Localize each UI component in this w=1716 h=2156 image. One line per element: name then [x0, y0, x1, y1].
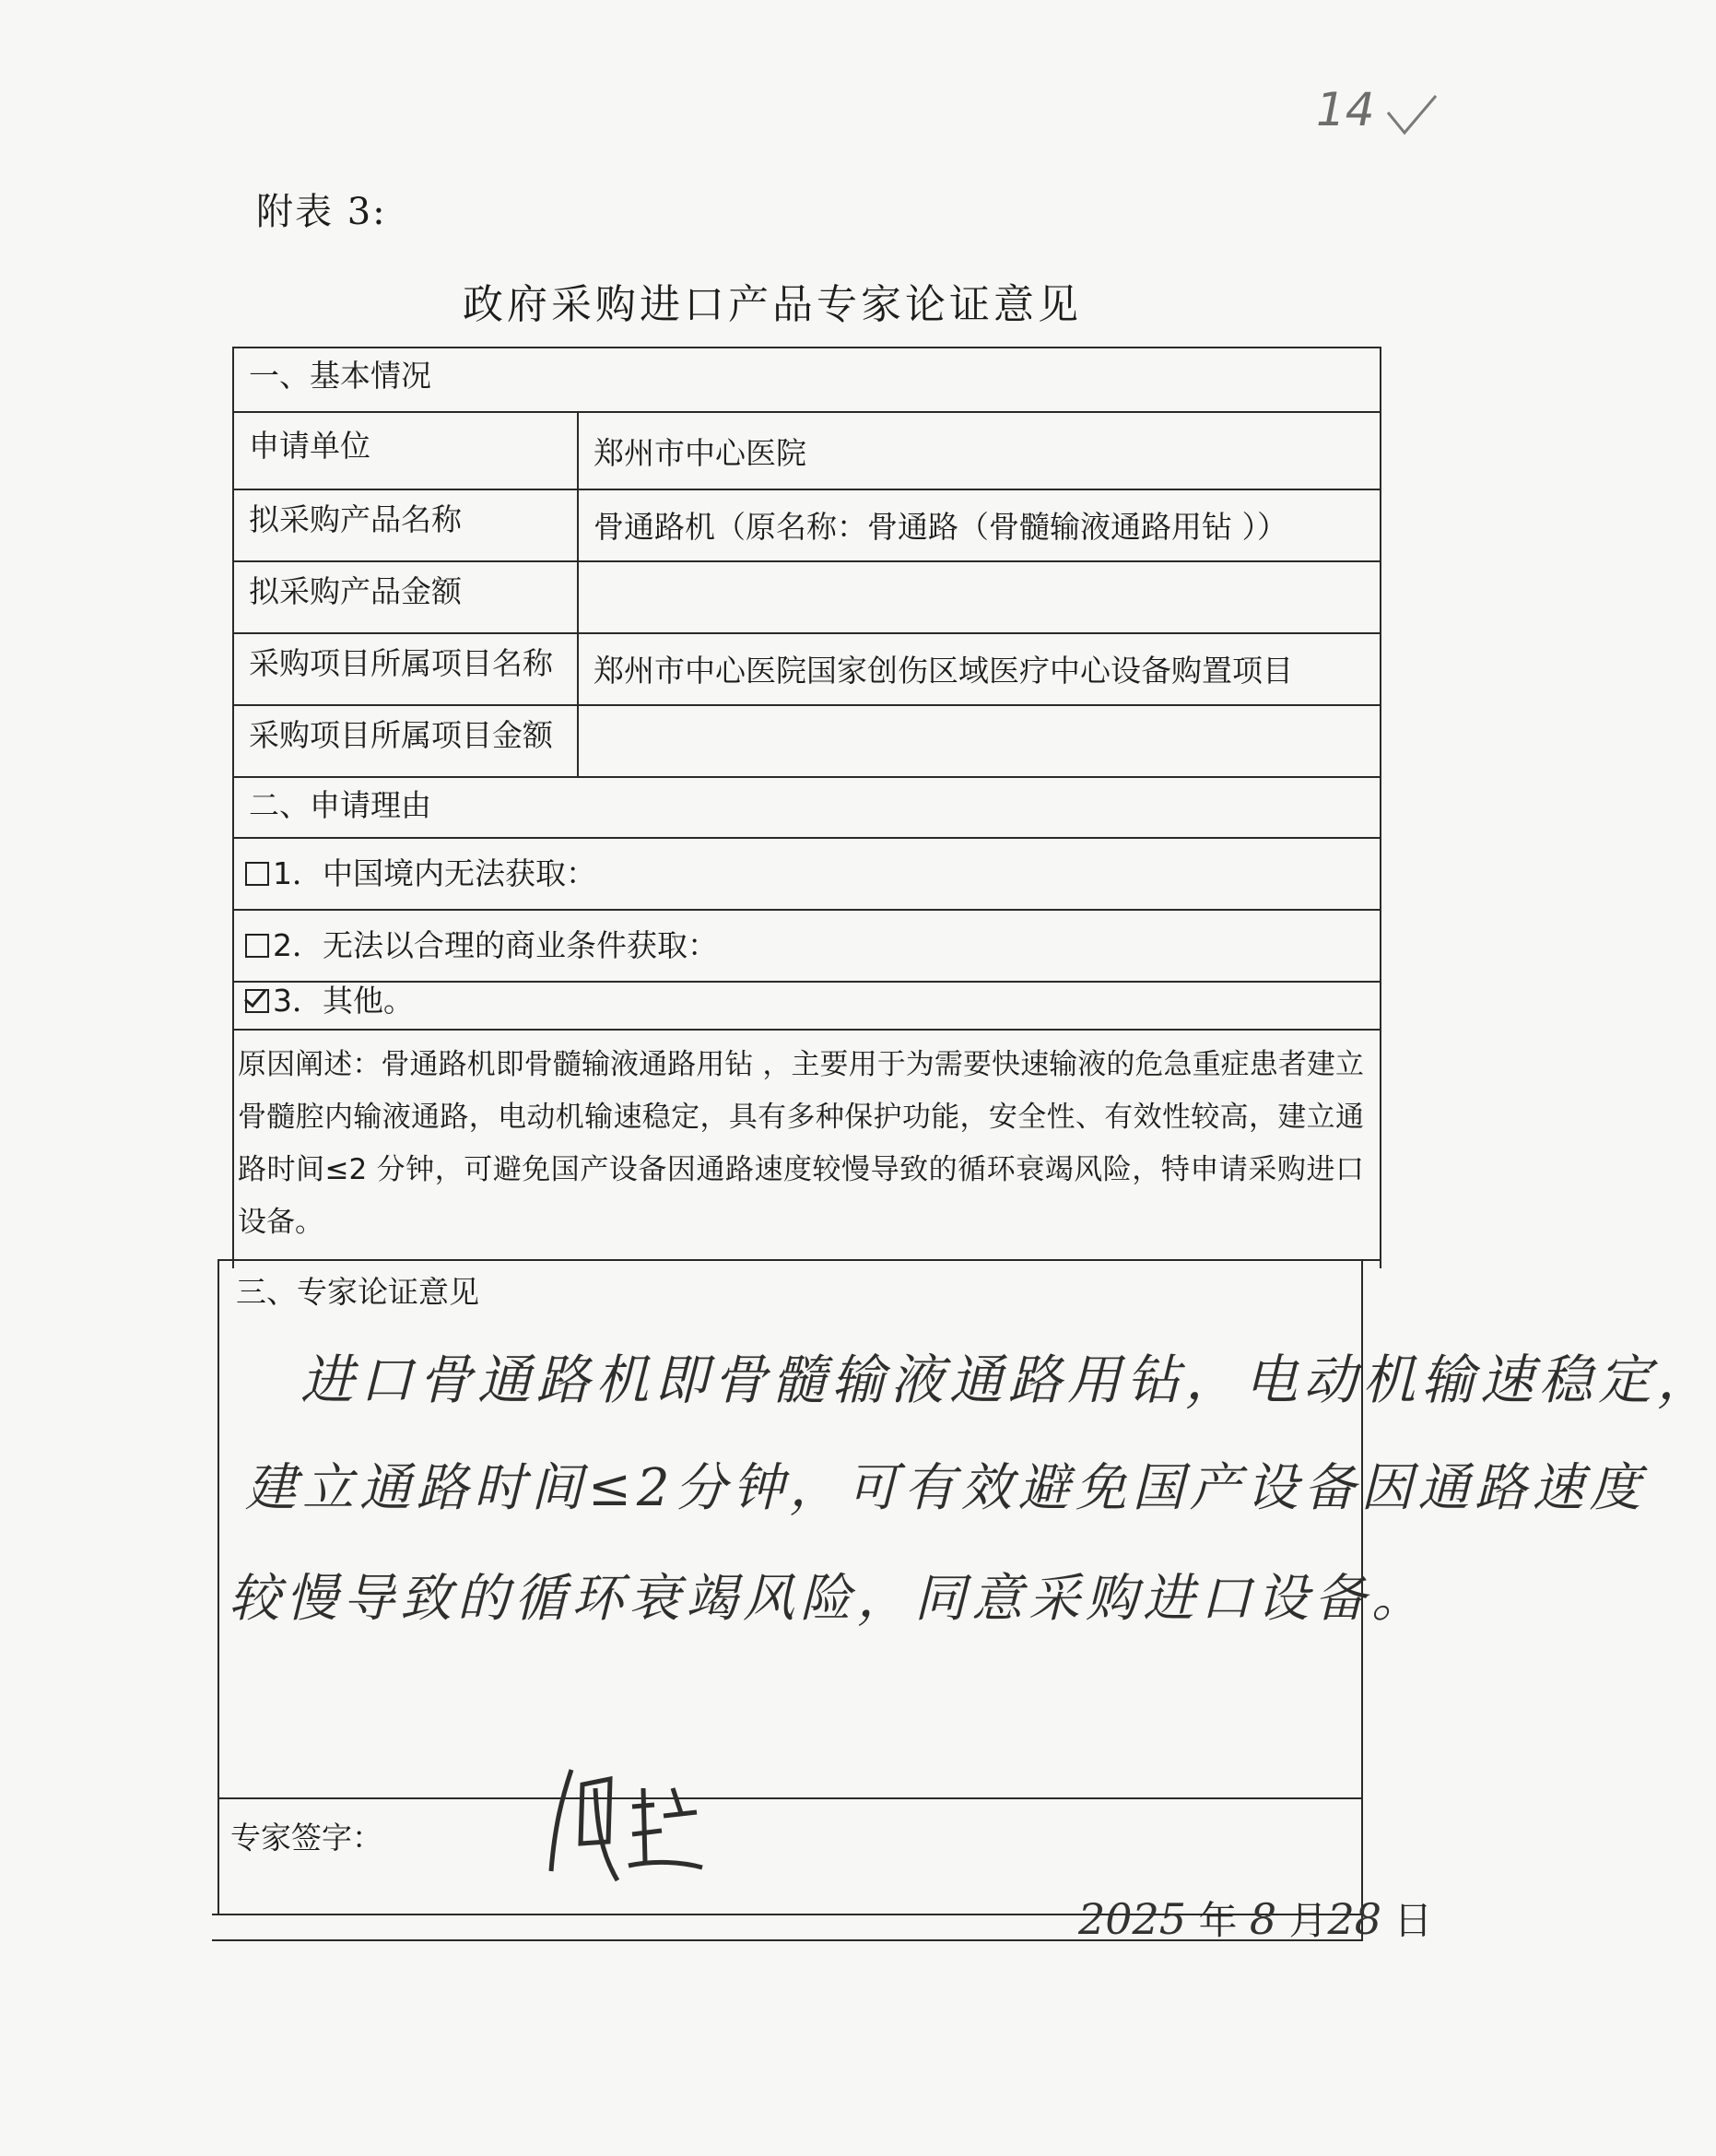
date-day-unit: 日 — [1393, 1898, 1433, 1943]
row-label-project-name: 采购项目所属项目名称 — [249, 645, 553, 681]
unchecked-box-icon — [245, 862, 269, 886]
row-value-applicant: 郑州市中心医院 — [594, 435, 806, 471]
row-value-product-name: 骨通路机（原名称：骨通路（骨髓输液通路用钻 ）） — [594, 509, 1287, 545]
date-month: 8 — [1249, 1894, 1277, 1944]
handwritten-opinion-line-2: 建立通路时间≤2分钟，可有效避免国产设备因通路速度 — [245, 1458, 1647, 1518]
expert-signature — [544, 1751, 710, 1890]
row-label-product-amount: 拟采购产品金额 — [249, 573, 462, 609]
row-value-project-name: 郑州市中心医院国家创伤区域医疗中心设备购置项目 — [594, 653, 1293, 689]
date-month-unit: 月 — [1288, 1898, 1328, 1943]
handwritten-opinion-line-1: 进口骨通路机即骨髓输液通路用钻，电动机输速稳定， — [300, 1349, 1716, 1411]
section-expert-opinion-heading: 三、专家论证意见 — [236, 1274, 479, 1310]
option-commercial-terms — [245, 922, 718, 965]
option-domestic-unavailable — [245, 850, 596, 893]
corner-page-number: 14 — [1316, 83, 1375, 136]
row-label-project-amount: 采购项目所属项目金额 — [249, 717, 553, 753]
section-basic-info-heading: 一、基本情况 — [249, 358, 431, 394]
date-day: 28 — [1327, 1894, 1382, 1944]
signature-date — [1078, 1891, 1432, 1946]
row-label-product-name: 拟采购产品名称 — [249, 501, 462, 537]
row-label-applicant: 申请单位 — [249, 428, 370, 464]
handwritten-opinion-line-3: 较慢导致的循环衰竭风险，同意采购进口设备。 — [229, 1569, 1428, 1629]
checked-box-icon — [245, 989, 269, 1013]
signature-label: 专家签字： — [230, 1820, 382, 1856]
page-title: 政府采购进口产品专家论证意见 — [463, 281, 1082, 328]
option-text: 3．其他。 — [273, 983, 414, 1019]
unchecked-box-icon — [245, 934, 269, 958]
date-year: 2025 — [1078, 1894, 1187, 1944]
option-text: 2．无法以合理的商业条件获取： — [273, 927, 718, 963]
date-year-unit: 年 — [1198, 1898, 1238, 1943]
option-other — [245, 977, 414, 1020]
option-text: 1．中国境内无法获取： — [273, 855, 596, 891]
reason-statement: 原因阐述：骨通路机即骨髓输液通路用钻 ，主要用于为需要快速输液的危急重症患者建立骨髓腔内输液通路，电动机输速稳定，具有多种保护功能，安全性、有效性较高，建立通路时间≤2 分钟，可避免国产设备因通路速度较慢导致的循环衰竭风险，特申请采购进口设备。 — [238, 1048, 1364, 1239]
annex-label: 附表 3: — [256, 191, 387, 233]
section-reason-heading: 二、申请理由 — [249, 787, 431, 823]
